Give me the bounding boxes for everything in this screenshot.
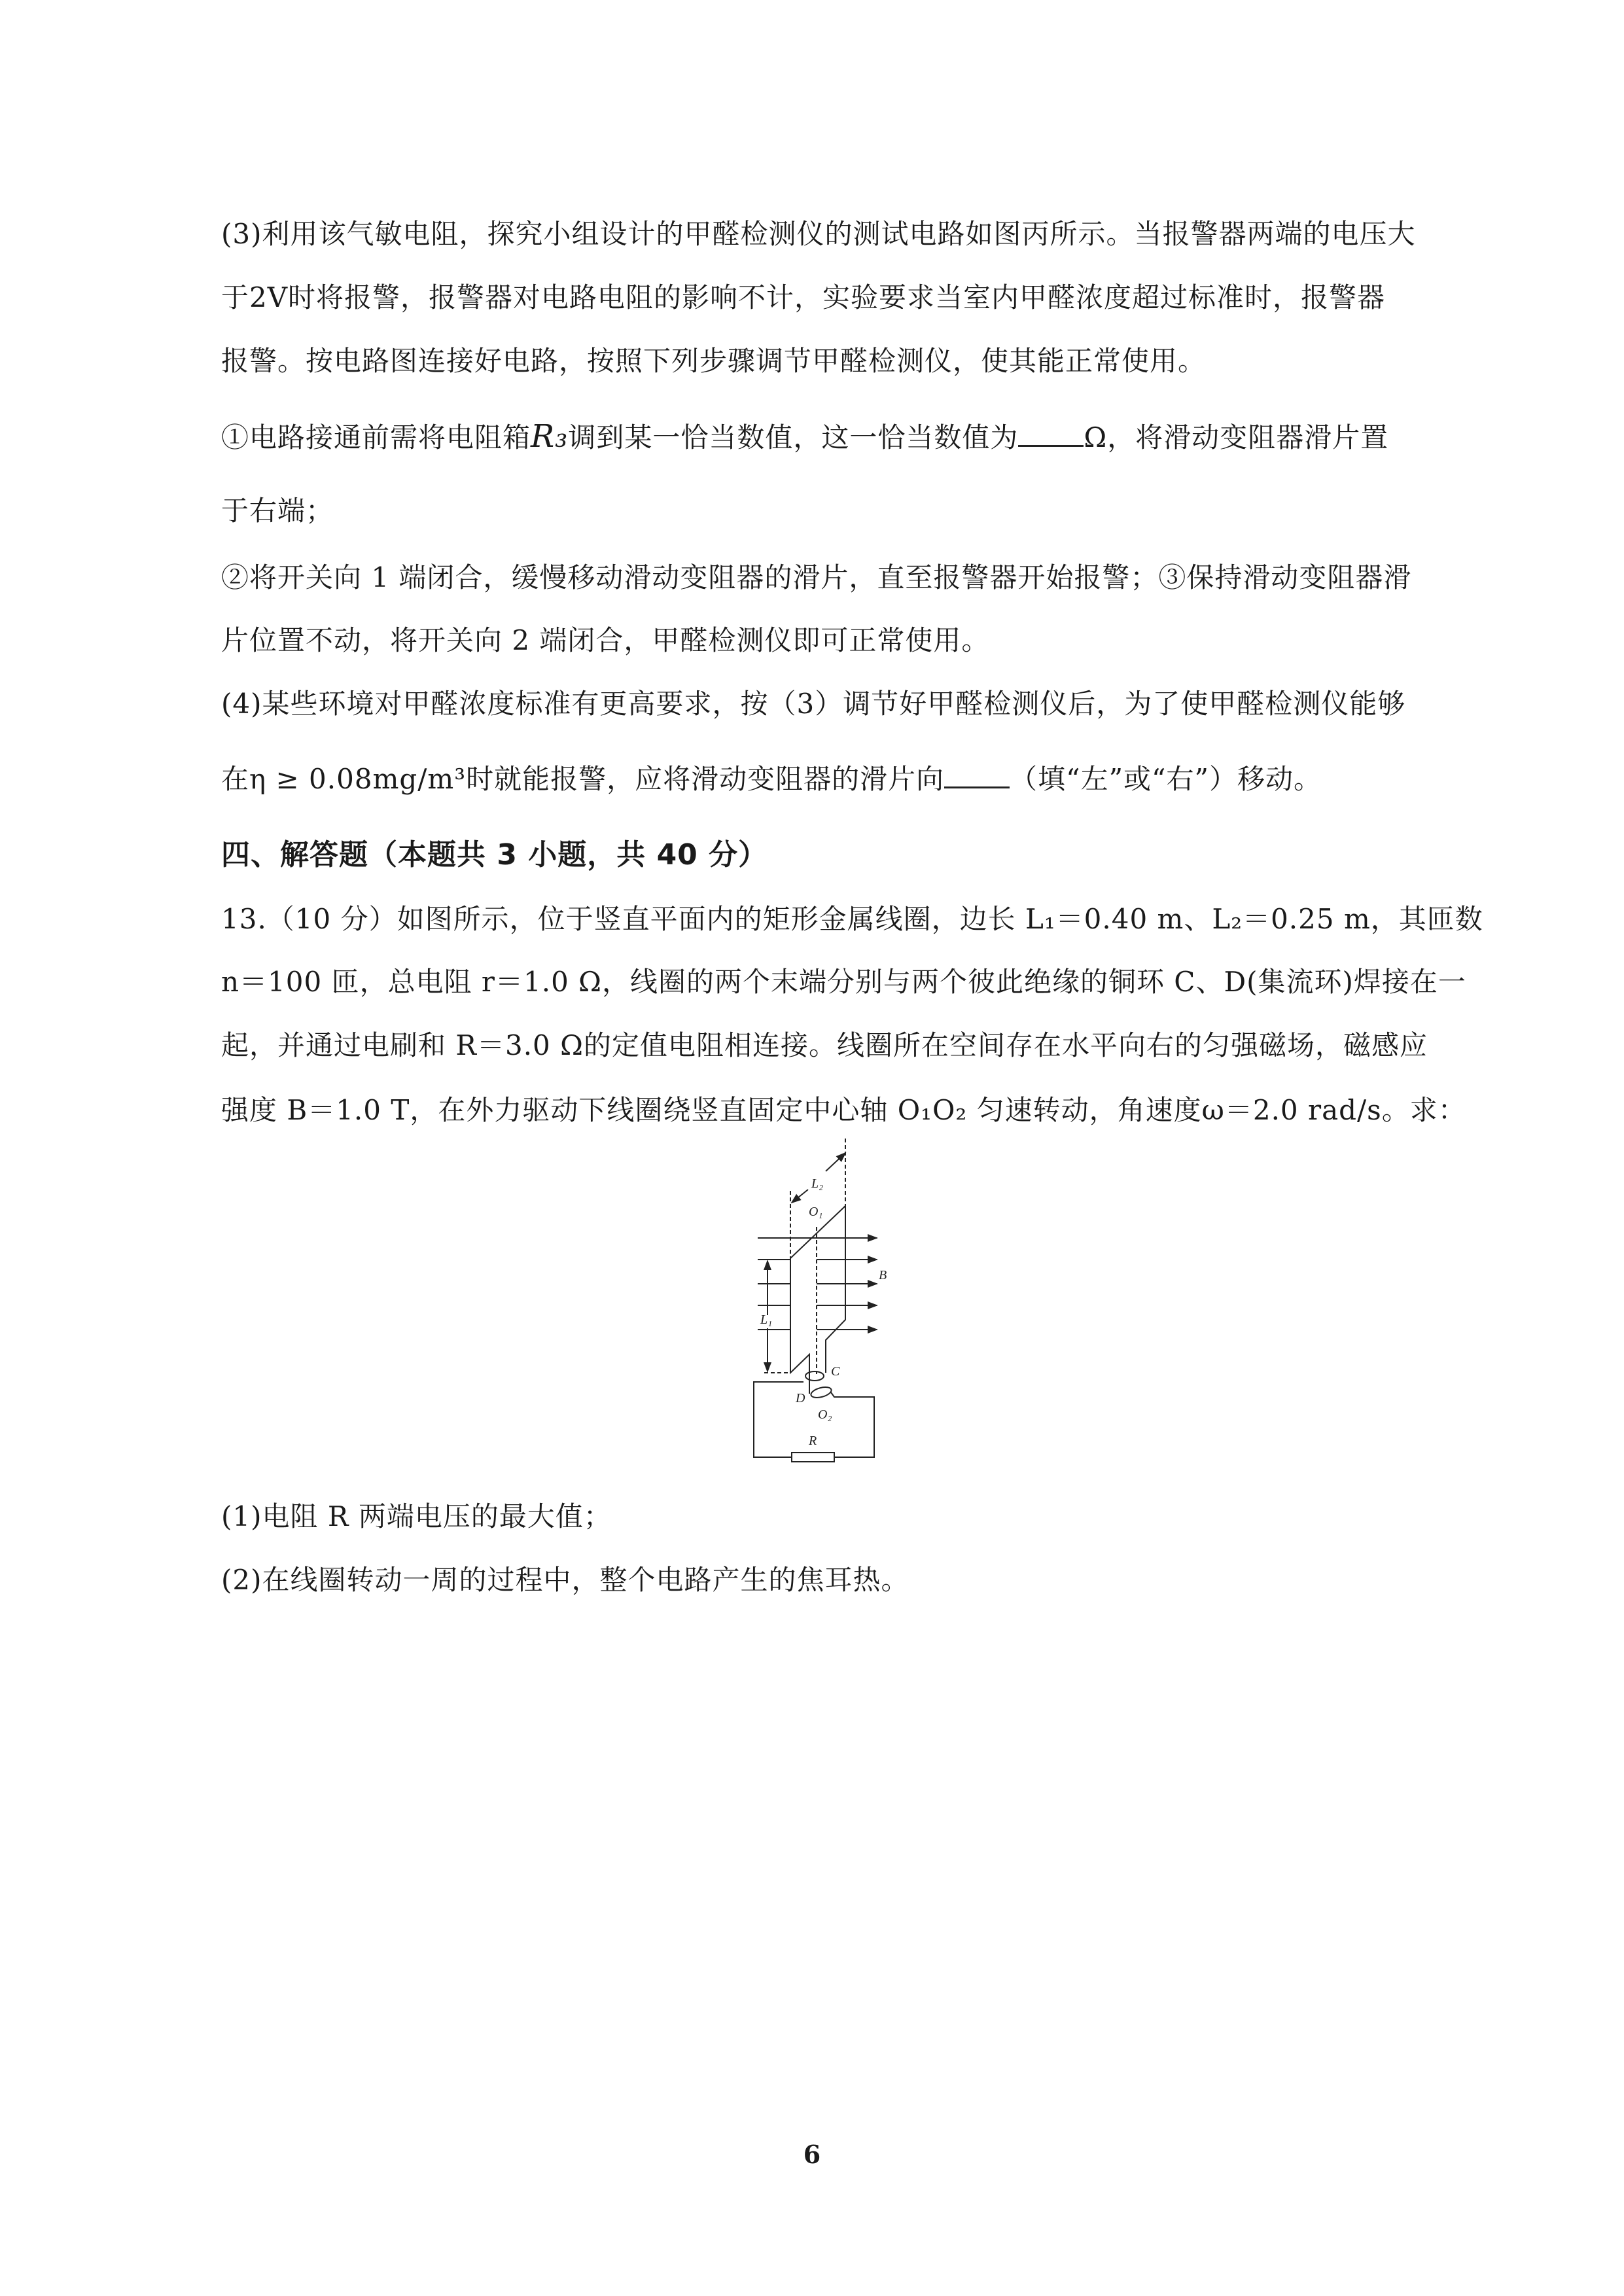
step1-line bbox=[221, 416, 1388, 455]
label-o1: O₁ bbox=[809, 1205, 823, 1219]
text-line: 13.（10 分）如图所示，位于竖直平面内的矩形金属线圈，边长 L₁＝0.40 m、L₂＝0.25 m，其匝数 bbox=[221, 903, 1483, 935]
text-line: n＝100 匝，总电阻 r＝1.0 Ω，线圈的两个末端分别与两个彼此绝缘的铜环 C、D(集流环)焊接在一 bbox=[221, 966, 1466, 998]
part4-line bbox=[221, 758, 1322, 797]
label-d: D bbox=[796, 1391, 805, 1405]
text-line: 片位置不动，将开关向 2 端闭合，甲醛检测仪即可正常使用。 bbox=[221, 624, 990, 656]
coil-figure bbox=[720, 1139, 916, 1479]
answer-blank[interactable] bbox=[944, 763, 1010, 788]
text-line: (3)利用该气敏电阻，探究小组设计的甲醛检测仪的测试电路如图丙所示。当报警器两端的电压大 bbox=[221, 218, 1416, 250]
text: 调到某一恰当数值，这一恰当数值为 bbox=[568, 421, 1019, 453]
label-l1: L₁ bbox=[760, 1313, 773, 1327]
sub-question: (2)在线圈转动一周的过程中，整个电路产生的焦耳热。 bbox=[221, 1564, 909, 1596]
label-c: C bbox=[831, 1364, 840, 1379]
text-line: 强度 B＝1.0 T，在外力驱动下线圈绕竖直固定中心轴 O₁O₂ 匀速转动，角速度ω＝2.0 rad/s。求： bbox=[221, 1094, 1466, 1126]
text: 在η ≥ 0.08mg/m³时就能报警，应将滑动变阻器的滑片向 bbox=[221, 763, 945, 795]
text-line: (4)某些环境对甲醛浓度标准有更高要求，按（3）调节好甲醛检测仪后，为了使甲醛检测仪能够 bbox=[221, 688, 1406, 720]
text: （填“左”或“右”）移动。 bbox=[1010, 763, 1322, 795]
text-line: 报警。按电路图连接好电路，按照下列步骤调节甲醛检测仪，使其能正常使用。 bbox=[221, 345, 1207, 377]
text-line: 于2V时将报警，报警器对电路电阻的影响不计，实验要求当室内甲醛浓度超过标准时，报警器 bbox=[221, 281, 1386, 313]
label-o2: O₂ bbox=[818, 1407, 832, 1422]
label-l2: L₂ bbox=[811, 1176, 824, 1191]
page-number: 6 bbox=[803, 2140, 821, 2169]
text: ①电路接通前需将电阻箱 bbox=[221, 421, 531, 453]
label-b: B bbox=[879, 1268, 887, 1282]
sub-question: (1)电阻 R 两端电压的最大值； bbox=[221, 1500, 612, 1532]
text-line: ②将开关向 1 端闭合，缓慢移动滑动变阻器的滑片，直至报警器开始报警；③保持滑动变阻器滑 bbox=[221, 561, 1412, 593]
text-line: 于右端； bbox=[221, 495, 334, 527]
section-heading: 四、解答题（本题共 3 小题，共 40 分） bbox=[221, 838, 768, 872]
answer-blank[interactable] bbox=[1018, 421, 1084, 447]
text-line: 起，并通过电刷和 R＝3.0 Ω的定值电阻相连接。线圈所在空间存在水平向右的匀强磁场，磁感应 bbox=[221, 1029, 1428, 1061]
text: Ω，将滑动变阻器滑片置 bbox=[1084, 421, 1389, 453]
label-r: R bbox=[809, 1434, 817, 1448]
variable-r3: R₃ bbox=[531, 418, 569, 455]
